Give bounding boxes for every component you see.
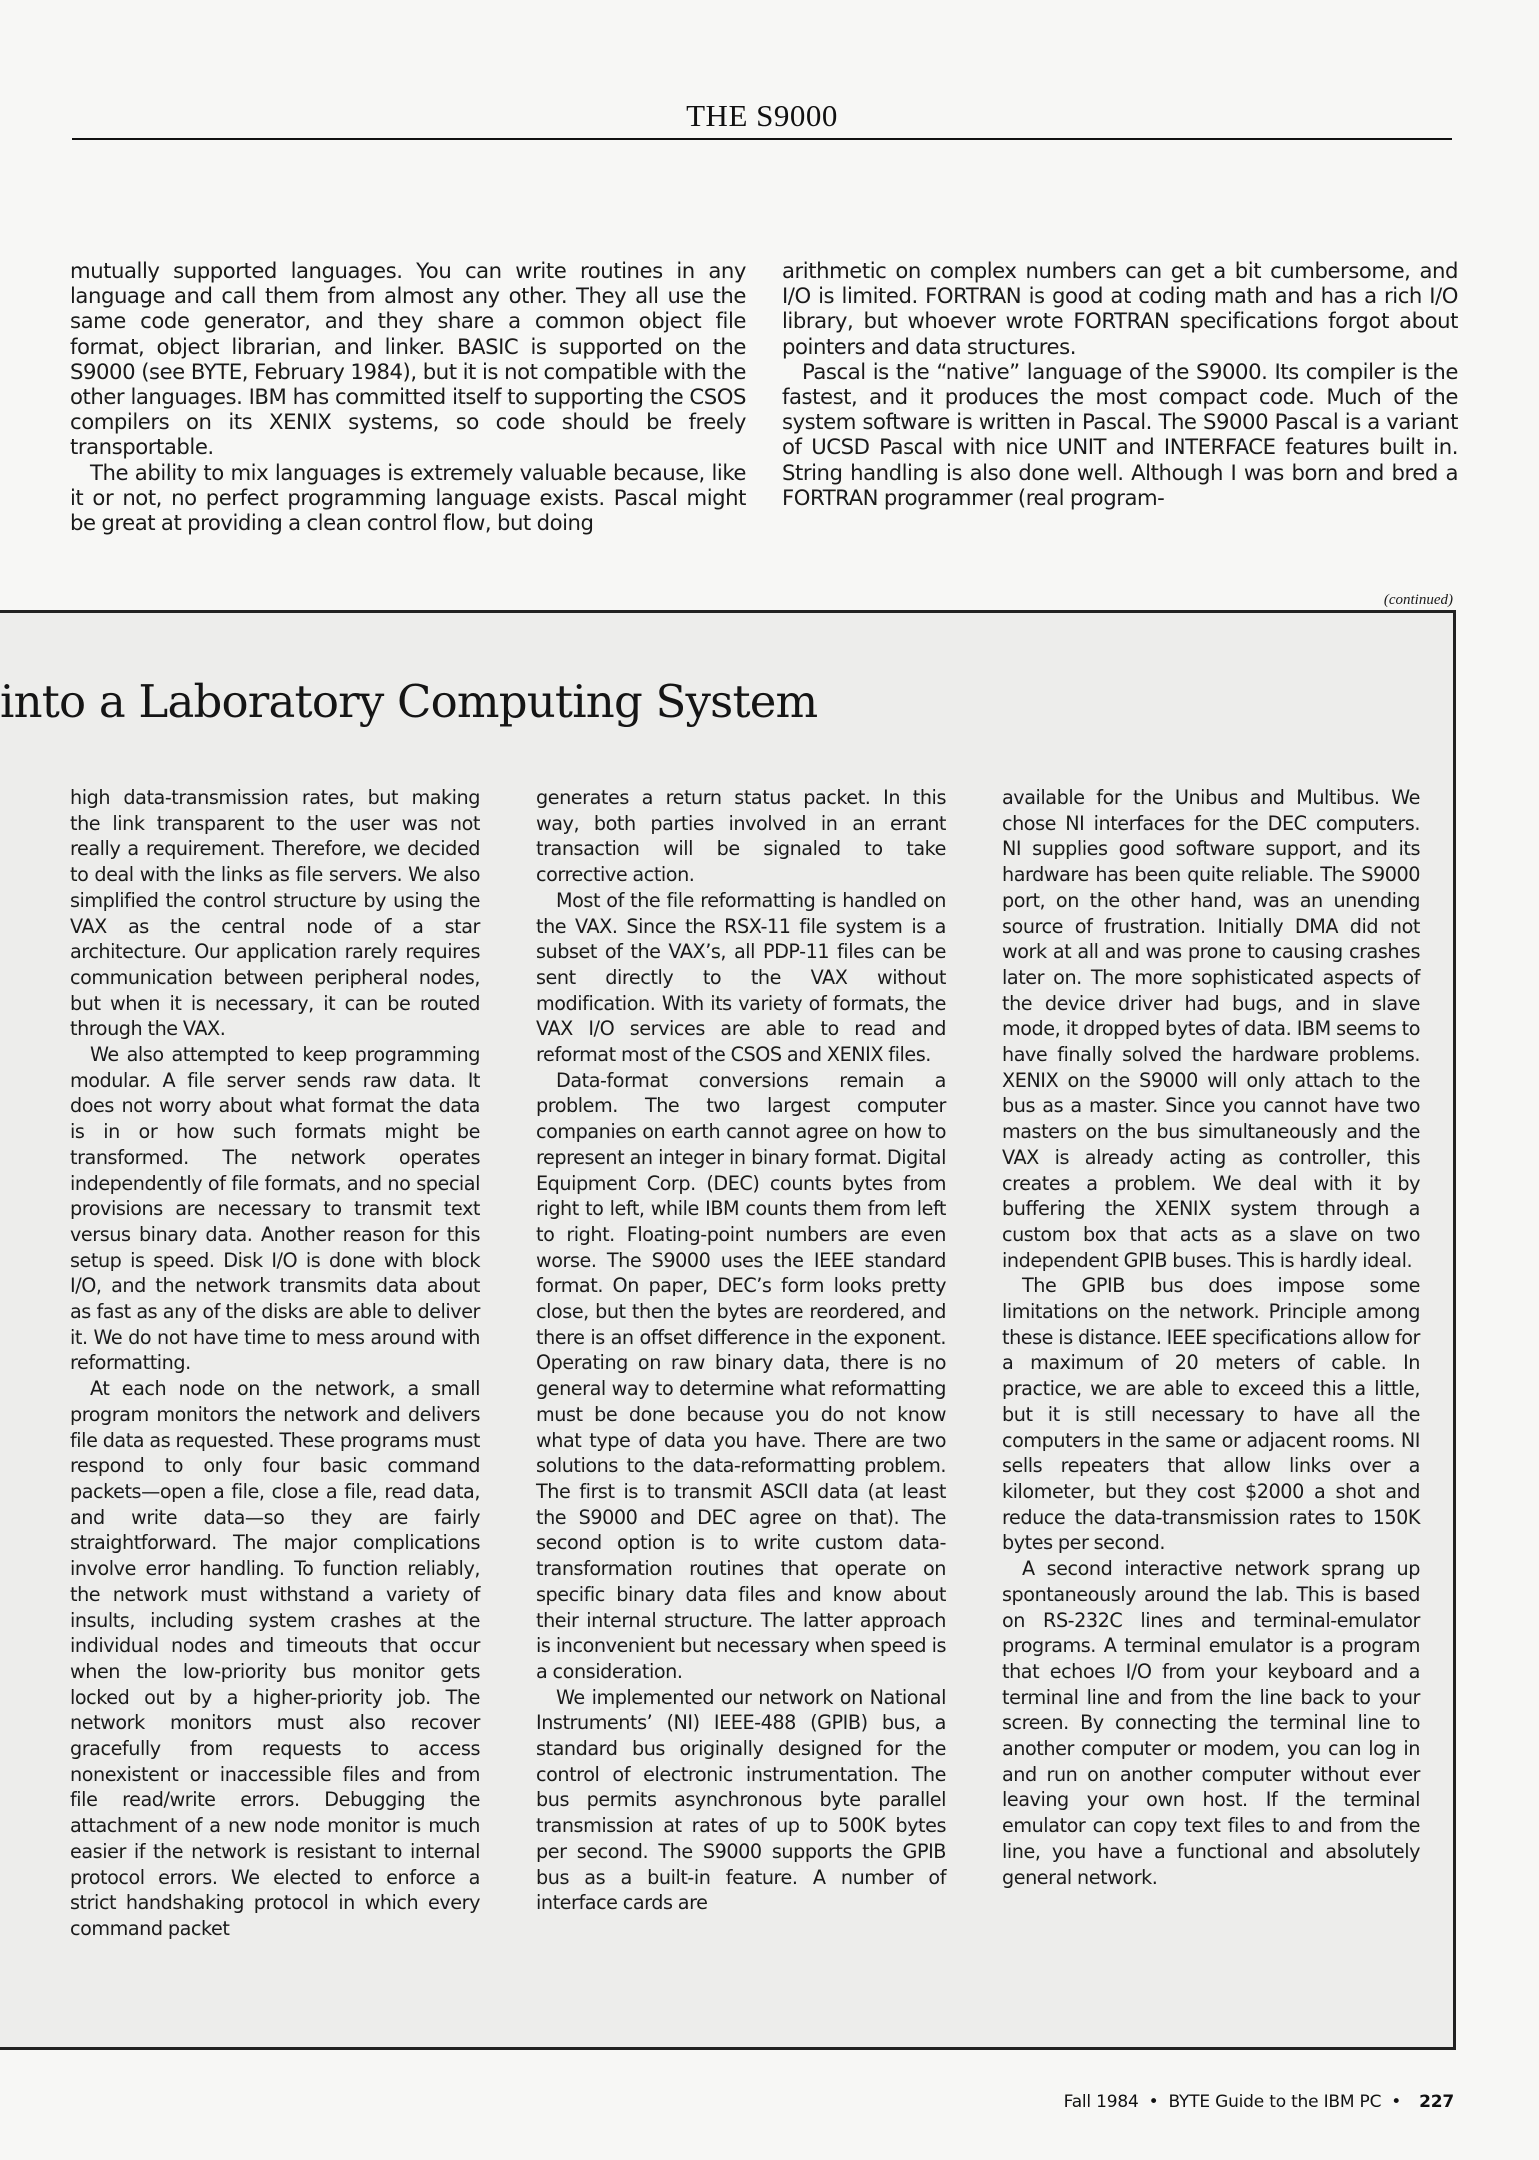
paragraph: We also attempted to keep programming modular. A file server sends raw data. It does not worry about what format the data is in or how such formats might be transformed. The network operates independently of file formats, and no special provisions are necessary to transmit text versus binary data. Another reason for this setup is speed. Disk I/O is done with block I/O, and the network transmits data about as fast as any of the disks are able to deliver it. We do not have time to mess around with reformatting. xyxy=(70,1043,480,1375)
paragraph: A second interactive network sprang up spontaneously around the lab. This is based on RS-232C lines and terminal-emulator programs. A terminal emulator is a program that echoes I/O from your keyboard and a terminal line and from the line back to your screen. By connecting the terminal line to another computer or modem, you can log in and run on another computer without ever leaving your own host. If the terminal emulator can copy text files to and from the line, you have a functional and absolutely general network. xyxy=(1002,1557,1420,1889)
paragraph: The GPIB bus does impose some limitations on the network. Principle among these is distance. IEEE specifications allow for a maximum of 20 meters of cable. In practice, we are able to exceed this a little, but it is still necessary to have all the computers in the same or adjacent rooms. NI sells repeaters that allow links over a kilometer, but they cost $2000 a shot and reduce the data-transmission rates to 150K bytes per second. xyxy=(1002,1274,1420,1555)
paragraph: available for the Unibus and Multibus. We chose NI interfaces for the DEC computers. NI supplies good software support, and its hardware has been quite reliable. The S9000 port, on the other hand, was an unending source of frustration. Initially DMA did not work at all and was prone to causing crashes later on. The more sophisticated aspects of the device driver had bugs, and in slave mode, it dropped bytes of data. IBM seems to have finally solved the hardware problems. XENIX on the S9000 will only attach to the bus as a master. Since you cannot have two masters on the bus simultaneously and the VAX is already acting as controller, this creates a problem. We deal with it by buffering the XENIX system through a custom box that acts as a slave on two independent GPIB buses. This is hardly ideal. xyxy=(1002,786,1420,1272)
paragraph: The ability to mix languages is extremely valuable because, like it or not, no perfect programming language exists. Pascal might be great at providing a clean control flow, but doing xyxy=(70,459,746,536)
sidebar-title: into a Laboratory Computing System xyxy=(0,675,818,728)
paragraph: high data-transmission rates, but making the link transparent to the user was not really a requirement. Therefore, we decided to deal with the links as file servers. We also simplified the control structure by using the VAX as the central node of a star architecture. Our application rarely requires communication between peripheral nodes, but when it is necessary, it can be routed through the VAX. xyxy=(70,786,480,1041)
paragraph: Data-format conversions remain a problem. The two largest computer companies on earth cannot agree on how to represent an integer in binary format. Digital Equipment Corp. (DEC) counts bytes from right to left, while IBM counts them from left to right. Floating-point numbers are even worse. The S9000 uses the IEEE standard format. On paper, DEC’s form looks pretty close, but then the bytes are reordered, and there is an offset difference in the exponent. Operating on raw binary data, there is no general way to determine what reformatting must be done because you do not know what type of data you have. There are two solutions to the data-reformatting problem. The first is to transmit ASCII data (at least the S9000 and DEC agree on that). The second option is to write custom data-transformation routines that operate on specific binary data files and know about their internal structure. The latter approach is inconvenient but necessary when speed is a consideration. xyxy=(536,1068,946,1683)
sidebar-column-3 xyxy=(1002,785,1420,1942)
sidebar-column-1 xyxy=(70,785,480,1942)
header-rule xyxy=(72,138,1452,140)
bullet-separator: • xyxy=(1391,2092,1402,2112)
main-column-right xyxy=(782,258,1458,535)
paragraph: generates a return status packet. In this way, both parties involved in an errant transaction will be signaled to take corrective action. xyxy=(536,786,946,887)
main-article-columns xyxy=(70,258,1458,535)
page-footer xyxy=(1064,2092,1454,2112)
paragraph: arithmetic on complex numbers can get a bit cumbersome, and I/O is limited. FORTRAN is good at coding math and has a rich I/O library, but whoever wrote FORTRAN specifications forgot about pointers and data structures. xyxy=(782,258,1458,359)
page-number: 227 xyxy=(1419,2092,1454,2112)
paragraph: mutually supported languages. You can write routines in any language and call them from almost any other. They all use the same code generator, and they share a common object file format, object librarian, and linker. BASIC is supported on the S9000 (see BYTE, February 1984), but it is not compatible with the other languages. IBM has committed itself to supporting the CSOS compilers on its XENIX systems, so code should be freely transportable. xyxy=(70,258,746,460)
paragraph: Most of the file reformatting is handled on the VAX. Since the RSX-11 file system is a subset of the VAX’s, all PDP-11 files can be sent directly to the VAX without modification. With its variety of formats, the VAX I/O services are able to read and reformat most of the CSOS and XENIX files. xyxy=(536,888,946,1067)
footer-publication: BYTE Guide to the IBM PC xyxy=(1168,2092,1382,2112)
paragraph: At each node on the network, a small program monitors the network and delivers file data as requested. These programs must respond to only four basic command packets—open a file, close a file, read data, and write data—so they are fairly straightforward. The major complications involve error handling. To function reliably, the network must withstand a variety of insults, including system crashes at the individual nodes and timeouts that occur when the low-priority bus monitor gets locked out by a higher-priority job. The network monitors must also recover gracefully from requests to access nonexistent or inaccessible files and from file read/write errors. Debugging the attachment of a new node monitor is much easier if the network is resistant to internal protocol errors. We elected to enforce a strict handshaking protocol in which every command packet xyxy=(70,1377,480,1940)
continued-label: (continued) xyxy=(1383,592,1453,608)
running-head: THE S9000 xyxy=(686,98,838,133)
footer-issue: Fall 1984 xyxy=(1063,2092,1139,2112)
sidebar-box xyxy=(0,610,1456,2050)
paragraph: We implemented our network on National Instruments’ (NI) IEEE-488 (GPIB) bus, a standard bus originally designed for the control of electronic instrumentation. The bus permits asynchronous byte parallel transmission at rates of up to 500K bytes per second. The S9000 supports the GPIB bus as a built-in feature. A number of interface cards are xyxy=(536,1685,946,1915)
sidebar-column-2 xyxy=(536,785,946,1942)
bullet-separator: • xyxy=(1148,2092,1159,2112)
paragraph: Pascal is the “native” language of the S9000. Its compiler is the fastest, and it produces the most compact code. Much of the system software is written in Pascal. The S9000 Pascal is a variant of UCSD Pascal with nice UNIT and INTERFACE features built in. String handling is also done well. Although I was born and bred a FORTRAN programmer (real program- xyxy=(782,358,1458,510)
sidebar-columns xyxy=(70,785,1420,1942)
main-column-left xyxy=(70,258,746,535)
